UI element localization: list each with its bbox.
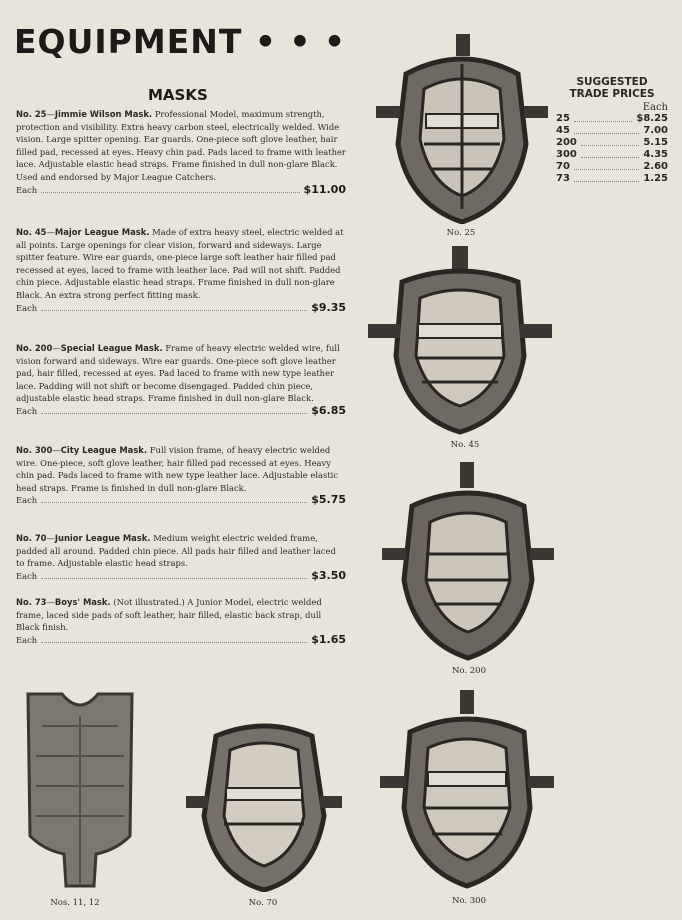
mask-no45-image	[368, 246, 552, 436]
item-name: Major League Mask.	[54, 227, 150, 237]
item-no70: No. 70—Junior League Mask. Medium weight electric welded frame, padded all around. Padded chin piece. All pads hair filled and leather laced to frame. Adjustable elastic head straps. Each $3.50	[16, 533, 346, 582]
item-number: No. 45	[16, 227, 47, 237]
item-price: $1.65	[311, 632, 346, 646]
item-price: $11.00	[303, 182, 346, 196]
item-price: $6.85	[311, 403, 346, 417]
trade-row	[556, 161, 668, 173]
item-price: $5.75	[311, 493, 346, 507]
item-name: Boys' Mask.	[54, 597, 111, 607]
item-name: City League Mask.	[60, 445, 148, 455]
trade-price: 7.00	[643, 125, 668, 136]
each-label: Each	[16, 570, 38, 581]
trade-price: 4.35	[643, 149, 668, 160]
each-label: Each	[16, 495, 38, 506]
trade-model: 25	[556, 113, 570, 124]
item-description: Made of extra heavy steel, electric welded at all points. Large openings for clear vision, forward and sideways. Large spitter feature. Wire ear guards, one-piece large soft leather hair filled pad recessed at eyes, laced to frame with leather lace. Pad will not shift. Padded chin piece. Adjustable elastic head straps. Frame finished in dull non-glare Black. An extra strong perfect fitting mask.	[16, 227, 344, 300]
trade-model: 73	[556, 173, 570, 184]
trade-price: $8.25	[636, 113, 668, 124]
item-description: Professional Model, maximum strength, protection and visibility. Extra heavy carbon steel, electrically welded. Wide vision. Large spitter opening. Ear guards. One-piece soft glove leather, hair filled pad, recessed at eyes. Heavy chin pad. Pads laced to frame with leather lace. Adjustable elastic head straps. Frame finished in dull non-glare Black. Used and endorsed by Major League Catchers.	[16, 109, 346, 182]
each-label: Each	[16, 302, 38, 313]
item-description: (Not illustrated.) A Junior Model, electric welded frame, laced side pads of soft leather, hair filled, elastic back strap, dull Black finish.	[16, 597, 322, 633]
item-no45: No. 45—Major League Mask. Made of extra heavy steel, electric welded at all points. Large openings for clear vision, forward and sideways. Large spitter feature. Wire ear guards, one-piece large soft leather hair filled pad recessed at eyes, laced to frame with leather lace. Pad will not shift. Padded chin piece. Adjustable elastic head straps. Frame finished in dull non-glare Black. An extra strong perfect fitting mask. Each $9.35	[16, 227, 346, 314]
caption-no45: No. 45	[450, 440, 480, 450]
trade-price: 1.25	[643, 173, 668, 184]
chest-protector-image	[22, 686, 138, 892]
item-no73: No. 73—Boys' Mask. (Not illustrated.) A Junior Model, electric welded frame, laced side pads of soft leather, hair filled, elastic back strap, dull Black finish. Each $1.65	[16, 597, 346, 646]
mask-no300-image	[380, 690, 554, 890]
mask-no200-image	[382, 462, 554, 662]
mask-no70-image	[186, 716, 342, 892]
caption-protector: Nos. 11, 12	[50, 898, 100, 908]
trade-price: 2.60	[643, 161, 668, 172]
item-no25: No. 25—Jimmie Wilson Mask. Professional Model, maximum strength, protection and visibility. Extra heavy carbon steel, electrically welded. Wide vision. Large spitter opening. Ear guards. One-piece soft glove leather, hair filled pad, recessed at eyes. Heavy chin pad. Pads laced to frame with leather lace. Adjustable elastic head straps. Frame finished in dull non-glare Black. Used and endorsed by Major League Catchers. Each $11.00	[16, 109, 346, 196]
trade-title-line2: TRADE PRICES	[569, 88, 655, 100]
trade-price: 5.15	[643, 137, 668, 148]
item-description: Frame of heavy electric welded wire, full vision forward and sideways. Wire ear guards. One-piece soft glove leather pad, hair filled, recessed at eyes. Pad laced to frame with new type leather lace. Padding will not shift or become disengaged. Padded chin piece, adjustable elastic head straps. Frame finished in dull non-glare Black.	[16, 343, 340, 404]
caption-no70: No. 70	[248, 898, 278, 908]
item-name: Junior League Mask.	[54, 533, 151, 543]
each-label: Each	[16, 405, 38, 416]
trade-model: 70	[556, 161, 570, 172]
item-number: No. 70	[16, 533, 47, 543]
item-price: $3.50	[311, 568, 346, 582]
item-description: Full vision frame, of heavy electric welded wire. One-piece, soft glove leather, hair filled pad recessed at eyes. Heavy chin pad. Pads laced to frame with new type leather lace. Adjustable elastic head straps. Frame is finished in dull non-glare Black.	[16, 445, 339, 493]
item-description: Medium weight electric welded frame, padded all around. Padded chin piece. All pads hair filled and leather laced to frame. Adjustable elastic head straps.	[16, 533, 336, 569]
trade-row	[556, 173, 668, 185]
trade-model: 45	[556, 125, 570, 136]
mask-no25-image	[376, 34, 548, 224]
item-name: Special League Mask.	[60, 343, 163, 353]
trade-prices-table	[556, 76, 668, 185]
trade-row	[556, 125, 668, 137]
trade-model: 300	[556, 149, 577, 160]
section-title: MASKS	[148, 86, 208, 104]
trade-row	[556, 137, 668, 149]
item-no300: No. 300—City League Mask. Full vision frame, of heavy electric welded wire. One-piece, soft glove leather, hair filled pad recessed at eyes. Heavy chin pad. Pads laced to frame with new type leather lace. Adjustable elastic head straps. Frame is finished in dull non-glare Black. Each $5.75	[16, 445, 346, 507]
item-name: Jimmie Wilson Mask.	[54, 109, 153, 119]
item-number: No. 73	[16, 597, 47, 607]
page-heading: EQUIPMENT • • •	[14, 22, 347, 61]
item-number: No. 25	[16, 109, 47, 119]
trade-row	[556, 113, 668, 125]
caption-no300: No. 300	[451, 896, 487, 906]
item-number: No. 300	[16, 445, 53, 455]
each-label: Each	[16, 184, 38, 195]
each-label: Each	[16, 634, 38, 645]
caption-no200: No. 200	[451, 666, 487, 676]
item-price: $9.35	[311, 300, 346, 314]
item-no200: No. 200—Special League Mask. Frame of heavy electric welded wire, full vision forward and sideways. Wire ear guards. One-piece soft glove leather pad, hair filled, recessed at eyes. Pad laced to frame with new type leather lace. Padding will not shift or become disengaged. Padded chin piece, adjustable elastic head straps. Frame finished in dull non-glare Black. Each $6.85	[16, 343, 346, 417]
trade-model: 200	[556, 137, 577, 148]
item-number: No. 200	[16, 343, 53, 353]
caption-no25: No. 25	[446, 228, 476, 238]
trade-row	[556, 149, 668, 161]
trade-each-label: Each	[642, 102, 668, 113]
trade-title-line1: SUGGESTED	[576, 76, 648, 88]
